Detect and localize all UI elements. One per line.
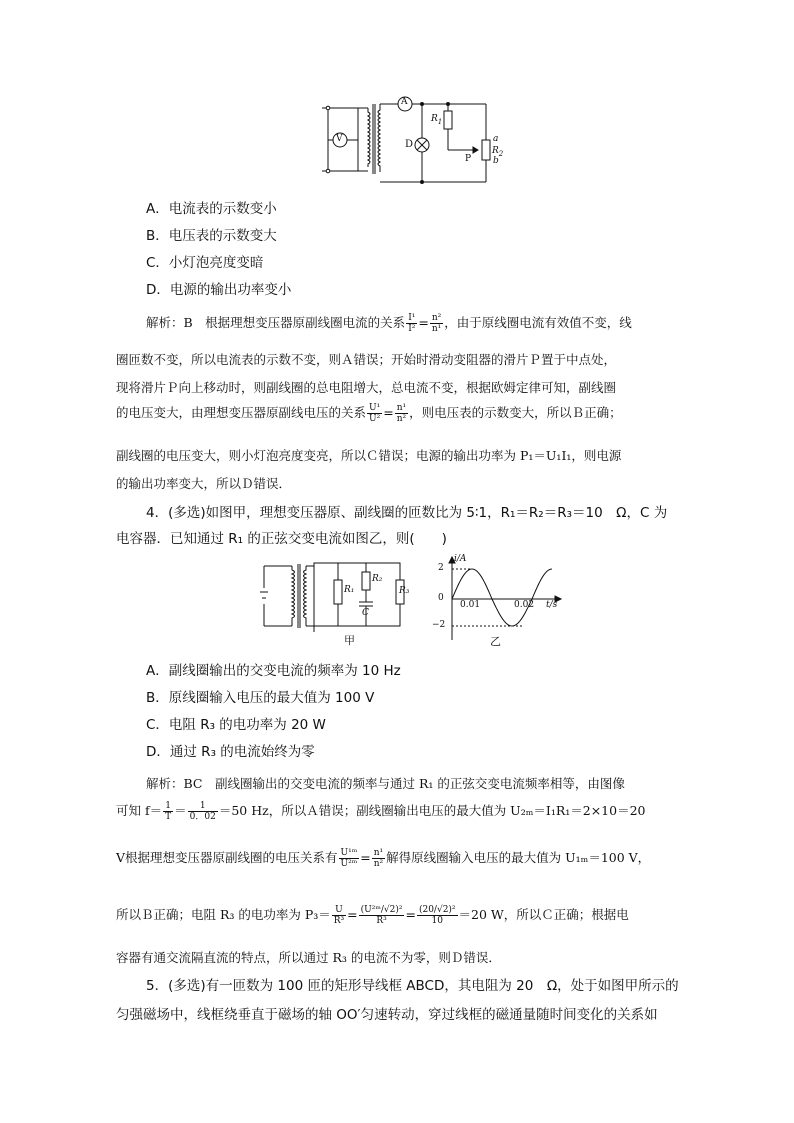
x-axis-label: t/s (546, 600, 558, 610)
fraction: $\frac{\text{n¹}}{\text{n²}}$ (396, 403, 407, 424)
q4-option-a: A．副线圈输出的交变电流的频率为 10 Hz (146, 663, 401, 679)
q3-option-c: C．小灯泡亮度变暗 (146, 255, 264, 271)
q4-solution-line-4: 所以Ｂ正确；电阻 R₃ 的电功率为 P₃＝ $\frac{U}{\text{R³}}$ = $\frac{\text{(U²ᵐ/√2)²}}{\text{R³}}$ = $\frac{\text{(20/√2)²}}{10}$ ＝20 W，所以Ｃ正确；根据电 (116, 905, 629, 926)
q3-solution-line-2: 圈匝数不变，所以电流表的示数不变，则Ａ错误；开始时滑动变阻器的滑片Ｐ置于中点处， (116, 352, 617, 367)
q4-solution-line-1: 解析：BC 副线圈输出的交变电流的频率与通过 R₁ 的正弦交变电流频率相等，由图像 (146, 776, 625, 791)
q4-option-d: D．通过 R₃ 的电流始终为零 (146, 744, 315, 760)
current-curve (452, 569, 552, 626)
ammeter-label: A (401, 97, 408, 107)
r1-label: R₁ (344, 585, 355, 595)
x-tick-001: 0.01 (460, 600, 481, 610)
q4-stem-line-2: 电容器．已知通过 R₁ 的正弦交变电流如图乙，则( ) (116, 531, 447, 547)
q3-solution-line-4: 的电压变大，由理想变压器原副线电压的关系 $\frac{\text{U¹}}{\text{U²}}$ = $\frac{\text{n¹}}{\text{n²}}$ ，则电压表的示数变大，所以Ｂ正确； (116, 403, 622, 424)
q3-option-b: B．电压表的示数变大 (146, 228, 277, 244)
transformer-circuit-figure (318, 94, 508, 188)
fraction: $\frac{\text{U¹}}{\text{U²}}$ (369, 403, 381, 424)
q3-option-a: A．电流表的示数变小 (146, 201, 277, 217)
q5-stem-line-1: 5．(多选)有一匝数为 100 匝的矩形导线框 ABCD，其电阻为 20 Ω，处于如图甲所示的 (146, 978, 679, 994)
q3-solution-line-1: 解析：B 根据理想变压器原副线圈电流的关系 $\frac{\text{I¹}}{\text{I²}}$ = $\frac{\text{n²}}{\text{n¹}}$ ，由于原线圈电流有效值不变，线 (146, 313, 632, 334)
circuit-jia-figure (258, 560, 406, 647)
bulb-label: D (405, 139, 414, 150)
current-graph-yi (424, 554, 564, 648)
voltmeter-label: V (336, 134, 343, 144)
q3-solution-line-6: 的输出功率变大，所以Ｄ错误． (116, 476, 292, 491)
r1-label: $R_1$ (431, 114, 443, 126)
fraction: $\frac{1}{T}$ (165, 801, 172, 822)
q4-stem-line-1: 4．(多选)如图甲，理想变压器原、副线圈的匝数比为 5∶1，R₁＝R₂＝R₃＝10 Ω，C 为 (146, 505, 668, 521)
fraction: $\frac{\text{(20/√2)²}}{10}$ (418, 905, 456, 926)
q4-solution-line-3: V根据理想变压器原副线圈的电压关系有 $\frac{\text{U¹ᵐ}}{\text{U²ᵐ}}$ = $\frac{\text{n¹}}{\text{n²}}$ 解得原线圈输入电压的最大值为 U₁ₘ＝100 V， (116, 848, 651, 869)
caption-jia: 甲 (344, 634, 355, 647)
r3-label-outer: R₃ (399, 586, 410, 596)
slider-label: P (465, 154, 472, 164)
y-tick-0: 0 (438, 593, 444, 603)
q4-solution-line-5: 容器有通交流隔直流的特点，所以通过 R₃ 的电流不为零，则Ｄ错误． (116, 950, 501, 965)
fraction: $\frac{U}{\text{R³}}$ (333, 905, 345, 926)
q5-stem-line-2: 匀强磁场中，线框绕垂直于磁场的轴 OO′匀速转动，穿过线框的磁通量随时间变化的关系如 (116, 1007, 658, 1023)
q4-solution-line-2: 可知 f＝ $\frac{1}{T}$ ＝ $\frac{1}{0.02}$ ＝50 Hz，所以Ａ错误；副线圈输出电压的最大值为 U₂ₘ＝I₁R₁＝2×10＝20 (116, 801, 646, 822)
r2-label: R₂ (372, 574, 383, 584)
q4-option-b: B．原线圈输入电压的最大值为 100 V (146, 690, 375, 706)
fraction: $\frac{\text{n²}}{\text{n¹}}$ (431, 313, 442, 334)
fraction: $\frac{\text{U¹ᵐ}}{\text{U²ᵐ}}$ (340, 848, 358, 869)
fraction: $\frac{1}{0.02}$ (189, 801, 216, 822)
fraction: $\frac{\text{(U²ᵐ/√2)²}}{\text{R³}}$ (360, 905, 403, 926)
end-b-label: b (493, 156, 499, 166)
fraction: $\frac{\text{n¹}}{\text{n²}}$ (373, 848, 384, 869)
fraction: $\frac{\text{I¹}}{\text{I²}}$ (408, 313, 416, 334)
q4-option-c: C．电阻 R₃ 的电功率为 20 W (146, 717, 326, 733)
caption-yi: 乙 (490, 635, 501, 648)
end-a-label: a (493, 134, 499, 144)
y-tick-2: 2 (438, 563, 444, 573)
y-axis-label: i/A (454, 554, 467, 564)
c-label: C (362, 608, 369, 618)
x-tick-002: 0.02 (514, 600, 535, 610)
q3-solution-line-3: 现将滑片Ｐ向上移动时，则副线圈的总电阻增大，总电流不变，根据欧姆定律可知，副线圈 (116, 380, 617, 395)
r2-label: $R_2$ (492, 146, 504, 158)
q3-solution-line-5: 副线圈的电压变大，则小灯泡亮度变亮，所以Ｃ错误；电源的输出功率为 P₁＝U₁I₁，则电源 (116, 448, 622, 463)
q3-option-d: D．电源的输出功率变小 (146, 282, 292, 298)
y-tick-neg2: −2 (432, 620, 446, 630)
